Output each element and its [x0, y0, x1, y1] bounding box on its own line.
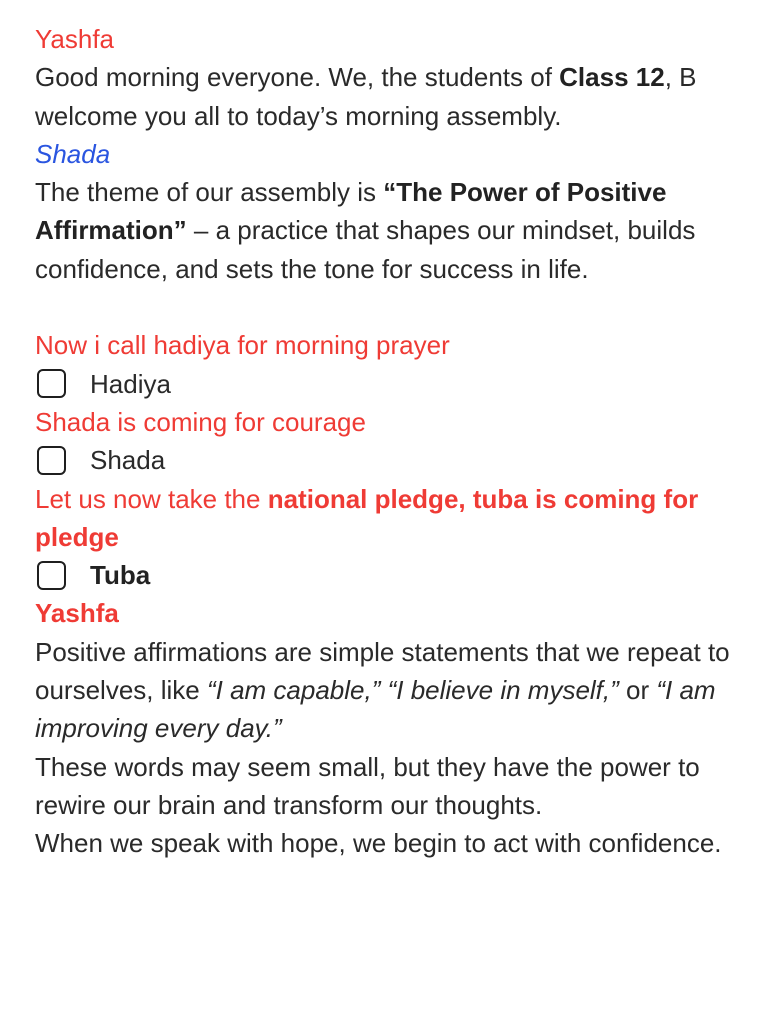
theme-text-end: – a practice that shapes our mindset, builds confidence, and sets the tone for success in life. — [35, 215, 696, 284]
class-name-bold: Class 12 — [559, 62, 665, 93]
checklist-label: Hadiya — [90, 368, 171, 399]
prayer-announcement: Now i call hadiya for morning prayer — [35, 330, 450, 361]
theme-text-start: The theme of our assembly is — [35, 177, 384, 208]
pledge-text-start: Let us now take the — [35, 483, 268, 514]
affirmation-quotes-1: “I am capable,” “I believe in myself,” — [206, 675, 619, 706]
power-paragraph: These words may seem small, but they have the power to rewire our brain and transform our thoughts. — [35, 751, 700, 820]
speaker-name-yashfa-bold: Yashfa — [35, 598, 119, 629]
empty-checkbox-icon[interactable] — [37, 446, 66, 475]
theme-title-bold: “The Power of Positive Affirmation” — [35, 177, 667, 246]
checklist-label: Tuba — [90, 560, 151, 591]
speaker-name-yashfa: Yashfa — [35, 24, 115, 54]
pledge-announcement — [35, 480, 734, 557]
hope-paragraph: When we speak with hope, we begin to act with confidence. — [35, 828, 722, 859]
welcome-paragraph — [35, 58, 734, 135]
checklist-item-tuba[interactable] — [35, 556, 734, 594]
theme-paragraph — [35, 173, 734, 288]
courage-announcement: Shada is coming for courage — [35, 406, 366, 437]
blank-line — [35, 288, 734, 326]
checklist-item-hadiya[interactable] — [35, 365, 734, 403]
welcome-text-start: Good morning everyone. We, the students of — [35, 62, 560, 93]
pledge-text-bold: national pledge, tuba is coming for pledge — [35, 483, 699, 552]
affirmations-text-or: or — [618, 675, 657, 706]
checklist-label: Shada — [90, 445, 166, 476]
empty-checkbox-icon[interactable] — [37, 561, 66, 590]
welcome-text-end: , B welcome you all to today’s morning assembly. — [35, 62, 697, 131]
empty-checkbox-icon[interactable] — [37, 369, 66, 398]
affirmation-quote-2: “I am improving every day.” — [35, 675, 716, 744]
speaker-name-shada: Shada — [35, 138, 111, 169]
affirmations-text-start: Positive affirmations are simple statements that we repeat to ourselves, like — [35, 636, 730, 706]
affirmations-paragraph — [35, 633, 734, 748]
checklist-item-shada[interactable] — [35, 441, 734, 479]
